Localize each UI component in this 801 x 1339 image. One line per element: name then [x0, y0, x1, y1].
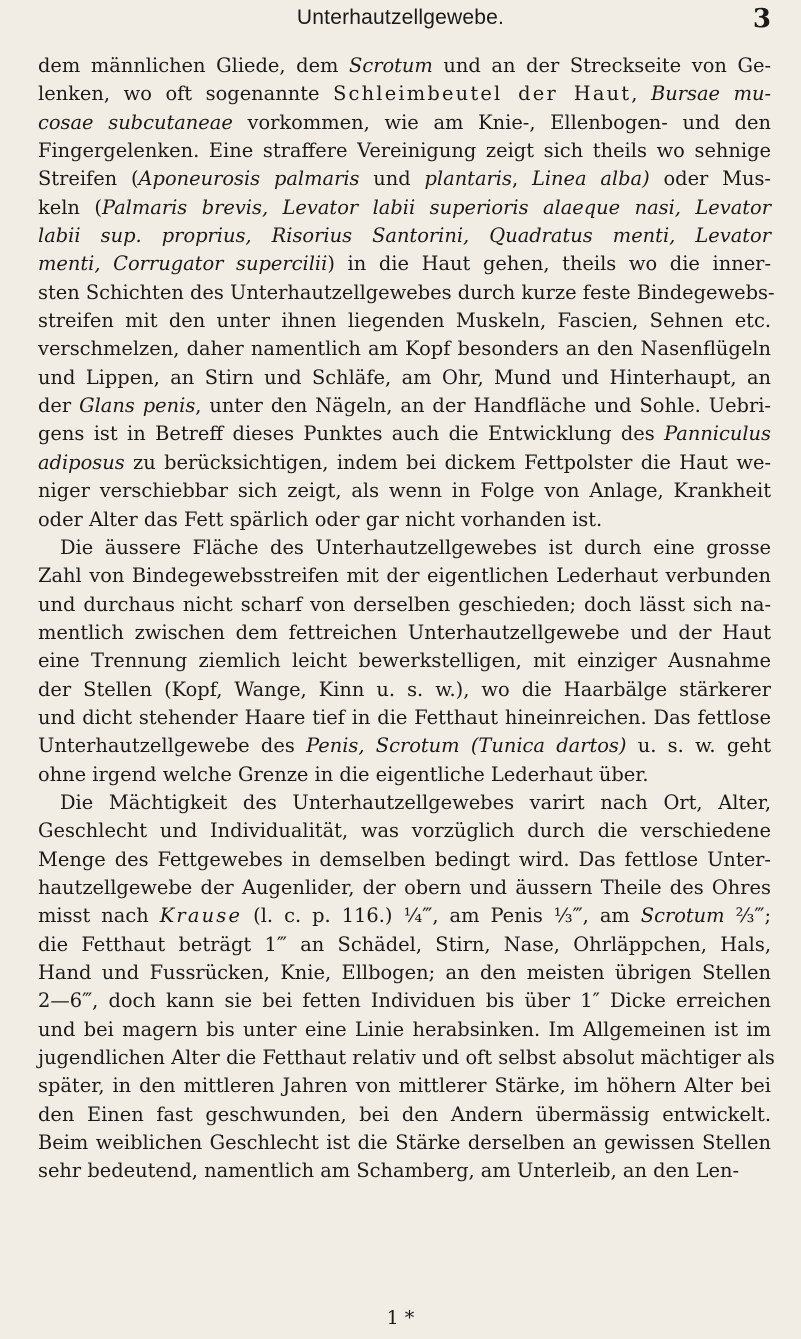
text-line: [38, 1044, 775, 1072]
text-segment: den Einen fast geschwunden, bei den Andern übermässig entwickelt.: [38, 1102, 771, 1126]
text-segment: später, in den mittleren Jahren von mittlerer Stärke, im höhern Alter bei: [38, 1074, 771, 1098]
text-line: [38, 1101, 771, 1129]
text-segment: und dicht stehender Haare tief in die Fetthaut hineinreichen. Das fettlose: [38, 705, 771, 729]
text-segment: Schleimbeutel der Haut: [333, 82, 632, 106]
text-segment: zu berücksichtigen, indem bei dickem Fettpolster die Haut we-: [124, 450, 771, 474]
text-line: [38, 52, 771, 80]
text-line: [38, 506, 771, 534]
text-line: [38, 732, 771, 760]
text-segment: Hand und Fussrücken, Knie, Ellbogen; an den meisten übrigen Stellen: [38, 961, 771, 984]
text-segment: sten Schichten des Unterhautzellgewebes durch kurze feste Bindegewebs-: [38, 280, 775, 304]
text-segment: und durchaus nicht scharf von derselben geschieden; doch lässt sich na-: [38, 592, 771, 616]
text-line: [38, 335, 771, 363]
text-segment: misst nach: [38, 904, 160, 928]
page-header: [0, 4, 801, 44]
text-segment: sehr bedeutend, namentlich am Schamberg, am Unterleib, an den Len-: [38, 1159, 740, 1183]
text-segment: Geschlecht und Individualität, was vorzüglich durch die verschiedene: [38, 819, 771, 843]
text-segment: Scrotum: [349, 54, 433, 77]
text-segment: adiposus: [38, 450, 125, 474]
text-line: [38, 562, 771, 590]
text-segment: der Stellen (Kopf, Wange, Kinn u. s. w.), wo die Haarbälge stärkerer: [38, 677, 771, 701]
text-segment: ohne irgend welche Grenze in die eigentliche Lederhaut über.: [38, 762, 649, 786]
text-segment: ,: [511, 167, 532, 191]
text-line: [38, 449, 771, 477]
text-line: [38, 902, 771, 930]
text-line: [38, 534, 771, 562]
text-segment: hautzellgewebe der Augenlider, der obern und äussern Theile des Ohres: [38, 875, 771, 899]
text-line: [38, 307, 771, 335]
text-line: [38, 222, 771, 250]
text-segment: oder Alter das Fett spärlich oder gar nicht vorhanden ist.: [38, 507, 603, 531]
text-segment: gens ist in Betreff dieses Punktes auch die Entwicklung des: [38, 422, 665, 446]
text-line: [38, 250, 771, 278]
text-line: [38, 1016, 771, 1044]
body-text: [38, 52, 775, 1186]
text-segment: Fingergelenken. Eine straffere Vereinigung zeigt sich theils wo sehnige: [38, 139, 771, 163]
text-line: [38, 1129, 771, 1157]
text-segment: und Lippen, an Stirn und Schläfe, am Ohr, Mund und Hinterhaupt, an: [38, 365, 771, 389]
text-line: [38, 1072, 771, 1100]
text-line: [38, 477, 771, 505]
text-segment: eine Trennung ziemlich leicht bewerkstelligen, mit einziger Ausnahme: [38, 649, 771, 673]
text-segment: 2—6‴, doch kann sie bei fetten Individuen bis über 1″ Dicke erreichen: [38, 989, 771, 1013]
signature-mark: 1 *: [386, 1307, 415, 1329]
text-line: [38, 165, 771, 193]
text-segment: (l. c. p. 116.) ¼‴, am Penis ⅓‴, am: [242, 904, 641, 928]
text-segment: Unterhautzellgewebe des: [38, 734, 307, 758]
text-line: [38, 109, 771, 137]
text-segment: Aponeurosis palmaris: [138, 167, 360, 191]
text-segment: und bei magern bis unter eine Linie herabsinken. Im Allgemeinen ist im: [38, 1017, 771, 1041]
text-segment: und: [359, 167, 425, 191]
text-segment: Panniculus: [664, 422, 771, 446]
text-line: [38, 137, 771, 165]
text-segment: Beim weiblichen Geschlecht ist die Stärke derselben an gewissen Stellen: [38, 1131, 771, 1155]
text-segment: keln (: [38, 195, 102, 219]
text-segment: , unter den Nägeln, an der Handfläche und Sohle. Uebri-: [195, 394, 771, 418]
text-line: [38, 704, 771, 732]
text-segment: Streifen (: [38, 167, 139, 191]
text-segment: Bursae mu-: [651, 82, 772, 106]
text-line: [38, 987, 771, 1015]
text-segment: niger verschiebbar sich zeigt, als wenn in Folge von Anlage, Krankheit: [38, 479, 771, 503]
text-segment: ⅔‴;: [724, 904, 771, 928]
text-segment: verschmelzen, daher namentlich am Kopf besonders an den Nasenflügeln: [38, 337, 771, 361]
text-segment: die Fetthaut beträgt 1‴ an Schädel, Stirn, Nase, Ohrläppchen, Hals,: [38, 932, 771, 956]
text-line: [38, 761, 771, 789]
text-segment: jugendlichen Alter die Fetthaut relativ und oft selbst absolut mächtiger als: [38, 1046, 775, 1070]
text-line: [38, 676, 771, 704]
text-segment: und an der Streckseite von Ge-: [432, 54, 772, 77]
text-line: [38, 591, 771, 619]
text-segment: vorkommen, wie am Knie-, Ellenbogen- und den: [232, 110, 771, 134]
running-head: Unterhautzellgewebe.: [296, 6, 505, 29]
text-segment: ) in die Haut gehen, theils wo die inner-: [327, 252, 771, 276]
text-line: [38, 364, 771, 392]
text-segment: oder Mus-: [649, 167, 771, 191]
text-segment: labii sup. proprius, Risorius Santorini, Quadratus menti, Levator: [38, 224, 771, 248]
text-segment: plantaris: [424, 167, 512, 191]
text-line: [38, 647, 771, 675]
text-segment: Menge des Fettgewebes in demselben bedingt wird. Das fettlose Unter-: [38, 847, 771, 871]
text-segment: Linea alba): [531, 167, 650, 191]
text-line: [38, 1157, 771, 1185]
text-segment: Glans penis: [79, 394, 196, 418]
text-line: [38, 874, 771, 902]
text-segment: mentlich zwischen dem fettreichen Unterhautzellgewebe und der Haut: [38, 620, 771, 644]
text-segment: Zahl von Bindegewebsstreifen mit der eigentlichen Lederhaut verbunden: [38, 564, 771, 588]
text-segment: der: [38, 394, 80, 418]
text-line: [38, 194, 771, 222]
text-segment: Krause: [159, 904, 243, 928]
text-line: [38, 392, 771, 420]
text-line: [38, 959, 771, 987]
text-segment: Scrotum: [640, 904, 725, 928]
text-line: [38, 931, 771, 959]
text-line: [38, 619, 771, 647]
text-line: [38, 817, 771, 845]
text-segment: Die äussere Fläche des Unterhautzellgewebes ist durch eine grosse: [60, 535, 771, 559]
text-line: [38, 279, 775, 307]
text-segment: lenken, wo oft sogenannte: [38, 82, 334, 106]
text-segment: Die Mächtigkeit des Unterhautzellgewebes varirt nach Ort, Alter,: [60, 790, 771, 814]
text-line: [38, 420, 771, 448]
text-segment: streifen mit den unter ihnen liegenden Muskeln, Fascien, Sehnen etc.: [38, 309, 771, 333]
text-line: [38, 846, 771, 874]
text-line: [38, 789, 771, 817]
text-segment: Penis, Scrotum (Tunica dartos): [306, 734, 627, 758]
text-segment: Palmaris brevis, Levator labii superioris alaeque nasi, Levator: [101, 195, 771, 219]
text-segment: menti, Corrugator supercilii: [38, 252, 328, 276]
text-line: [38, 80, 771, 108]
page-number: 3: [752, 4, 771, 34]
text-segment: u. s. w. geht: [626, 734, 771, 758]
text-segment: cosae subcutaneae: [38, 110, 233, 134]
text-segment: ,: [631, 82, 652, 106]
text-segment: dem männlichen Gliede, dem: [38, 54, 350, 77]
